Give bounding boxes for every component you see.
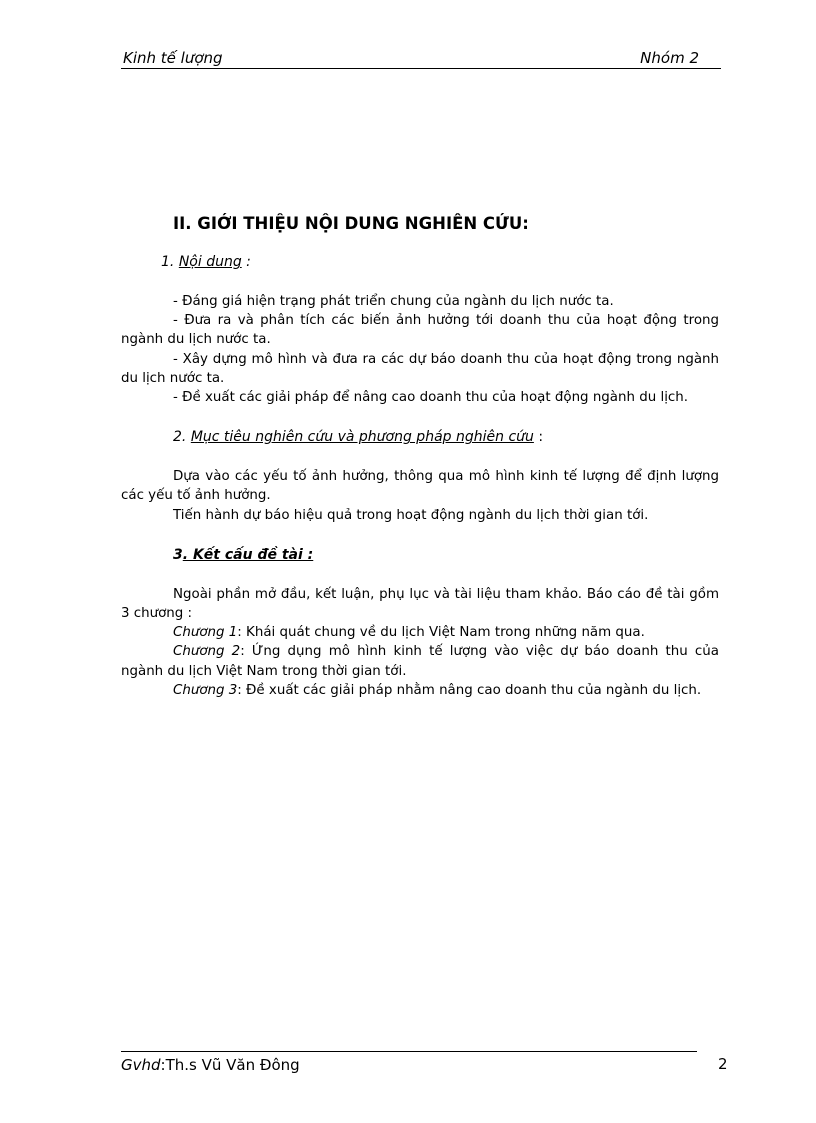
page-footer: [121, 1056, 300, 1074]
subsection-1-suffix: :: [241, 254, 251, 270]
subsection-2-title: Mục tiêu nghiên cứu và phương pháp nghiên cứu: [190, 429, 534, 446]
subsection-3-body: [121, 585, 719, 700]
subsection-3-heading: [173, 545, 719, 565]
footer-label: Gvhd: [121, 1056, 161, 1074]
chapter-label: Chương 1: [173, 625, 238, 641]
footer-separator: :: [160, 1056, 166, 1074]
page-number: 2: [718, 1055, 728, 1073]
subsection-3-title: . Kết cấu đề tài :: [182, 546, 314, 563]
subsection-2-number: 2.: [173, 429, 191, 446]
content-item: - Đáng giá hiện trạng phát triển chung của ngành du lịch nước ta.: [173, 294, 614, 309]
subsection-1-number: 1.: [161, 254, 179, 270]
subsection-3-number: 3: [173, 546, 183, 563]
content-item: - Đề xuất các giải pháp để nâng cao doanh thu của hoạt động ngành du lịch.: [173, 390, 689, 406]
page-body: [121, 212, 719, 720]
subsection-2-heading: [173, 427, 719, 447]
subsection-1-title: Nội dung: [178, 254, 242, 270]
chapter-item: [121, 623, 719, 642]
chapter-item: [121, 681, 719, 700]
header-course-title: Kinh tế lượng: [123, 49, 223, 67]
body-paragraph: Tiến hành dự báo hiệu quả trong hoạt động ngành du lịch thời gian tới.: [173, 507, 649, 523]
chapter-text: : Khái quát chung về du lịch Việt Nam trong những năm qua.: [237, 625, 645, 641]
subsection-2-body: [121, 467, 719, 525]
footer-advisor-name: Th.s Vũ Văn Đông: [165, 1056, 300, 1074]
subsection-1-list: [121, 292, 719, 407]
subsection-1-heading: [161, 252, 719, 272]
chapter-text: : Ứng dụng mô hình kinh tế lượng vào việc dự báo doanh thu của ngành du lịch Việt Nam trong thời gian tới.: [121, 644, 719, 679]
chapter-label: Chương 3: [173, 682, 238, 698]
footer-divider: [121, 1051, 697, 1052]
content-item: - Xây dựng mô hình và đưa ra các dự báo doanh thu của hoạt động trong ngành du lịch nước ta.: [121, 351, 719, 386]
section-title: II. GIỚI THIỆU NỘI DUNG NGHIÊN CỨU:: [173, 214, 529, 233]
page-header: [121, 47, 721, 69]
body-paragraph: Ngoài phần mở đầu, kết luận, phụ lục và tài liệu tham khảo. Báo cáo đề tài gồm 3 chương :: [121, 586, 719, 622]
chapter-label: Chương 2: [173, 644, 241, 660]
body-paragraph: Dựa vào các yếu tố ảnh hưởng, thông qua mô hình kinh tế lượng để định lượng các yếu tố ảnh hưởng.: [121, 469, 719, 504]
header-group-name: Nhóm 2: [640, 49, 699, 67]
content-item: - Đưa ra và phân tích các biến ảnh hưởng tới doanh thu của hoạt động trong ngành du lịch nước ta.: [121, 313, 719, 348]
subsection-2-suffix: :: [533, 429, 544, 446]
chapter-text: : Đề xuất các giải pháp nhằm nâng cao doanh thu của ngành du lịch.: [237, 682, 702, 698]
chapter-item: [121, 642, 719, 680]
